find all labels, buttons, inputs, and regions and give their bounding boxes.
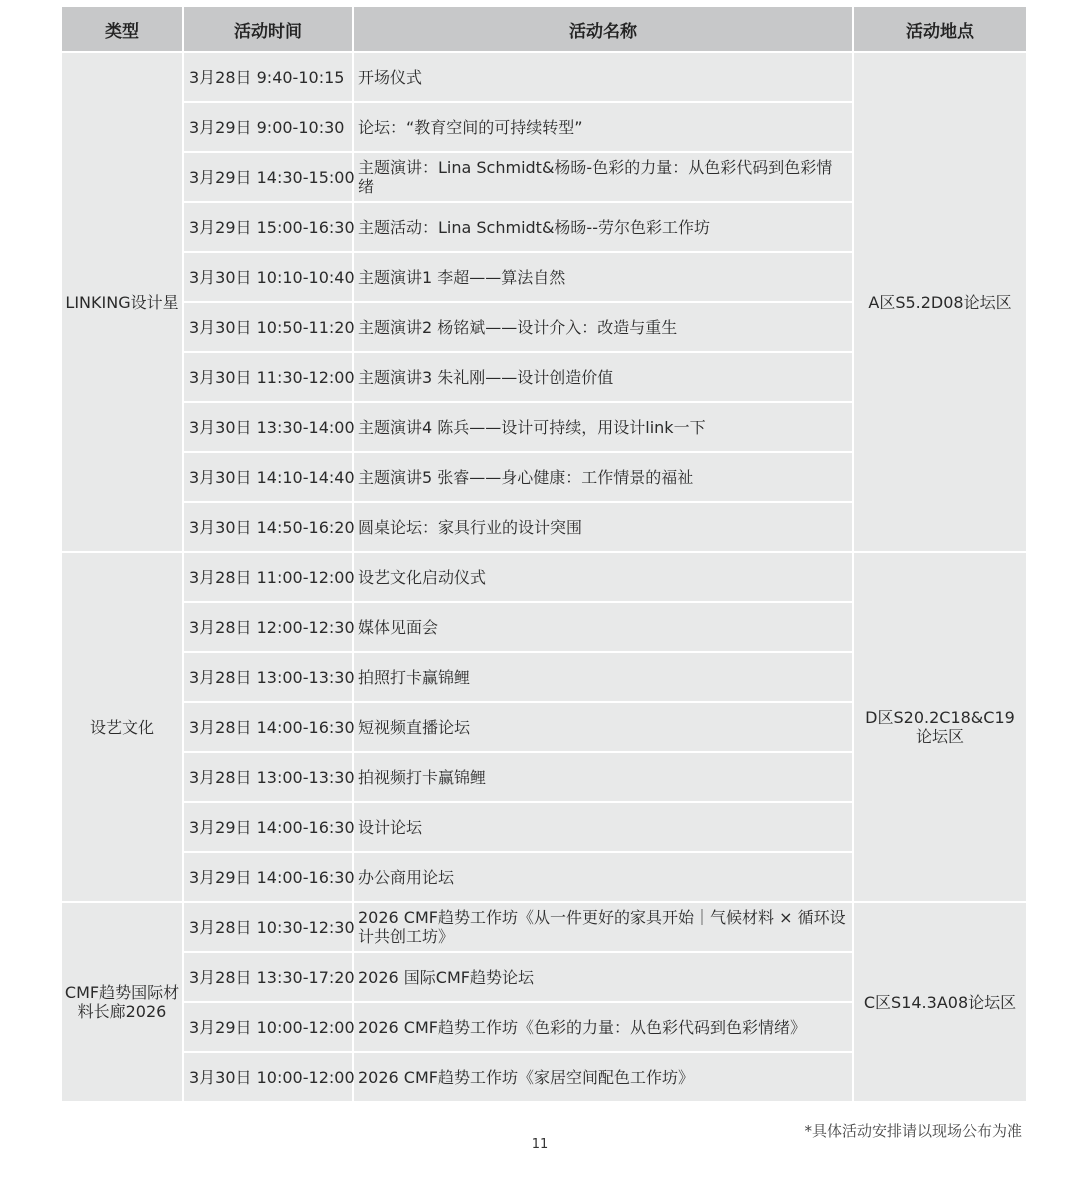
header-name: 活动名称 bbox=[354, 7, 854, 51]
venue-cell: C区S14.3A08论坛区 bbox=[854, 901, 1026, 1101]
event-name-cell: 2026 CMF趋势工作坊《从一件更好的家具开始｜气候材料 × 循环设计共创工坊》 bbox=[354, 901, 854, 951]
event-name-cell: 主题演讲2 杨铭斌——设计介入：改造与重生 bbox=[354, 301, 854, 351]
header-venue: 活动地点 bbox=[854, 7, 1026, 51]
time-cell: 3月28日 11:00-12:00 bbox=[184, 551, 354, 601]
time-cell: 3月29日 15:00-16:30 bbox=[184, 201, 354, 251]
time-cell: 3月29日 9:00-10:30 bbox=[184, 101, 354, 151]
event-name-cell: 圆桌论坛：家具行业的设计突围 bbox=[354, 501, 854, 551]
footnote: *具体活动安排请以现场公布为准 bbox=[804, 1122, 1022, 1140]
event-name-cell: 主题演讲4 陈兵——设计可持续，用设计link一下 bbox=[354, 401, 854, 451]
time-cell: 3月28日 13:00-13:30 bbox=[184, 751, 354, 801]
time-cell: 3月28日 13:00-13:30 bbox=[184, 651, 354, 701]
event-name-cell: 2026 CMF趋势工作坊《色彩的力量：从色彩代码到色彩情绪》 bbox=[354, 1001, 854, 1051]
header-type: 类型 bbox=[62, 7, 184, 51]
event-name-cell: 论坛：“教育空间的可持续转型” bbox=[354, 101, 854, 151]
event-name-cell: 拍照打卡赢锦鲤 bbox=[354, 651, 854, 701]
time-cell: 3月29日 14:00-16:30 bbox=[184, 801, 354, 851]
event-name-cell: 设计论坛 bbox=[354, 801, 854, 851]
category-cell: LINKING设计星 bbox=[62, 51, 184, 551]
schedule-table bbox=[62, 7, 1026, 1101]
table-header-row bbox=[62, 7, 1026, 51]
table-row bbox=[62, 51, 1026, 101]
time-cell: 3月29日 14:00-16:30 bbox=[184, 851, 354, 901]
event-name-cell: 短视频直播论坛 bbox=[354, 701, 854, 751]
event-name-cell: 2026 国际CMF趋势论坛 bbox=[354, 951, 854, 1001]
table-row bbox=[62, 551, 1026, 601]
event-name-cell: 办公商用论坛 bbox=[354, 851, 854, 901]
time-cell: 3月30日 14:50-16:20 bbox=[184, 501, 354, 551]
event-name-cell: 开场仪式 bbox=[354, 51, 854, 101]
time-cell: 3月29日 10:00-12:00 bbox=[184, 1001, 354, 1051]
table-row bbox=[62, 901, 1026, 951]
time-cell: 3月30日 10:50-11:20 bbox=[184, 301, 354, 351]
time-cell: 3月28日 10:30-12:30 bbox=[184, 901, 354, 951]
venue-cell: A区S5.2D08论坛区 bbox=[854, 51, 1026, 551]
page-number: 11 bbox=[531, 1137, 549, 1152]
time-cell: 3月28日 14:00-16:30 bbox=[184, 701, 354, 751]
event-name-cell: 主题演讲5 张睿——身心健康：工作情景的福祉 bbox=[354, 451, 854, 501]
time-cell: 3月28日 13:30-17:20 bbox=[184, 951, 354, 1001]
event-name-cell: 设艺文化启动仪式 bbox=[354, 551, 854, 601]
event-name-cell: 主题演讲3 朱礼刚——设计创造价值 bbox=[354, 351, 854, 401]
time-cell: 3月30日 10:10-10:40 bbox=[184, 251, 354, 301]
time-cell: 3月28日 9:40-10:15 bbox=[184, 51, 354, 101]
time-cell: 3月30日 11:30-12:00 bbox=[184, 351, 354, 401]
event-name-cell: 2026 CMF趋势工作坊《家居空间配色工作坊》 bbox=[354, 1051, 854, 1101]
category-cell: CMF趋势国际材料长廊2026 bbox=[62, 901, 184, 1101]
venue-cell: D区S20.2C18&C19论坛区 bbox=[854, 551, 1026, 901]
event-name-cell: 拍视频打卡赢锦鲤 bbox=[354, 751, 854, 801]
event-name-cell: 主题演讲1 李超——算法自然 bbox=[354, 251, 854, 301]
event-name-cell: 媒体见面会 bbox=[354, 601, 854, 651]
time-cell: 3月30日 10:00-12:00 bbox=[184, 1051, 354, 1101]
event-name-cell: 主题活动：Lina Schmidt&杨旸--劳尔色彩工作坊 bbox=[354, 201, 854, 251]
table-body bbox=[62, 51, 1026, 1101]
time-cell: 3月29日 14:30-15:00 bbox=[184, 151, 354, 201]
event-name-cell: 主题演讲：Lina Schmidt&杨旸-色彩的力量：从色彩代码到色彩情绪 bbox=[354, 151, 854, 201]
category-cell: 设艺文化 bbox=[62, 551, 184, 901]
time-cell: 3月28日 12:00-12:30 bbox=[184, 601, 354, 651]
time-cell: 3月30日 14:10-14:40 bbox=[184, 451, 354, 501]
time-cell: 3月30日 13:30-14:00 bbox=[184, 401, 354, 451]
header-time: 活动时间 bbox=[184, 7, 354, 51]
